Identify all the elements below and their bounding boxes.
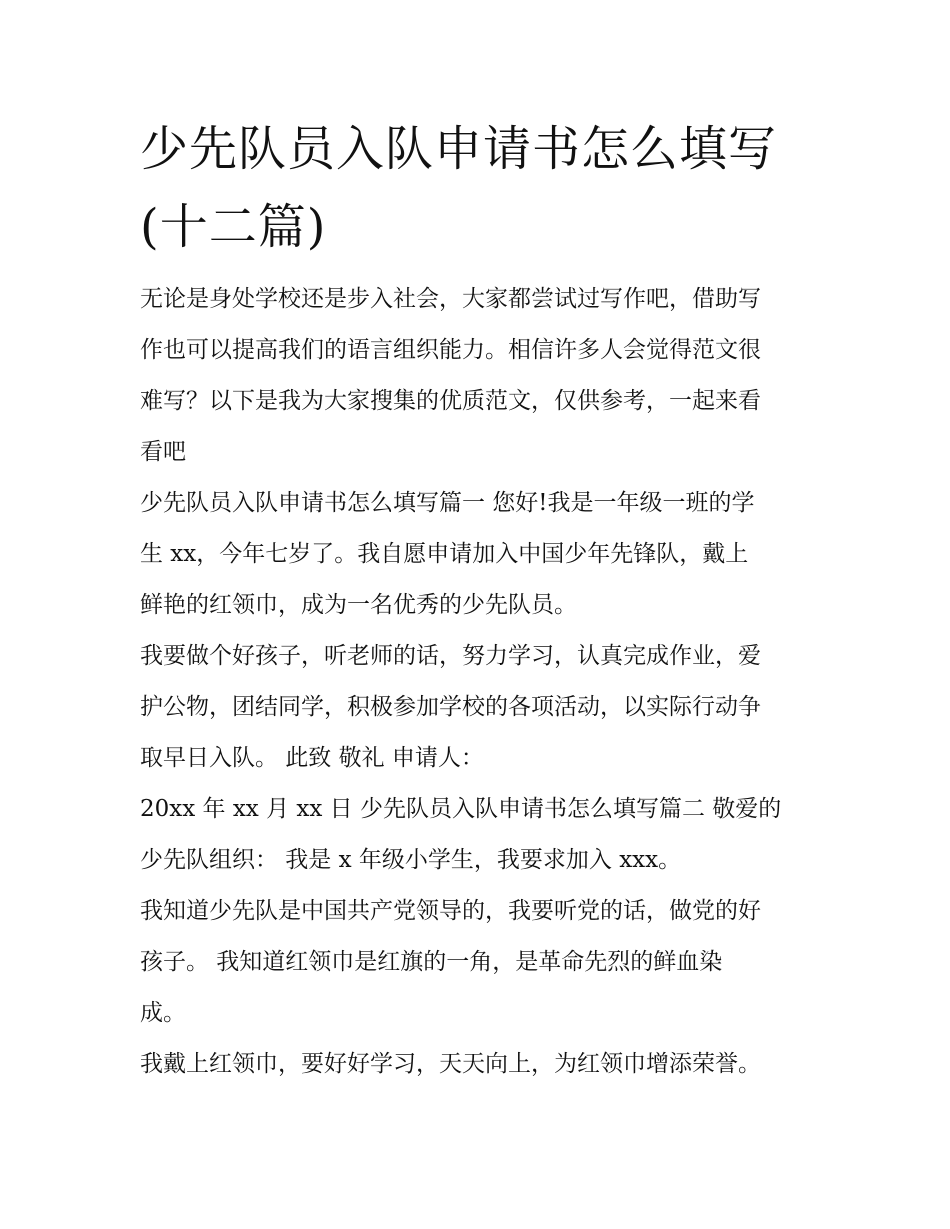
body-line-10: 取早日入队。 此致 敬礼 申请人： — [140, 745, 484, 771]
body-line-4: 看吧 — [140, 439, 186, 465]
document-page — [140, 110, 820, 1090]
body-line-12: 少先队组织： 我是 x 年级小学生，我要求加入 xxx。 — [140, 847, 682, 873]
body-line-5: 少先队员入队申请书怎么填写篇一 您好!我是一年级一班的学 — [140, 490, 755, 516]
title-line-1: 少先队员入队申请书怎么填写 — [140, 121, 778, 177]
body-line-1: 无论是身处学校还是步入社会，大家都尝试过写作吧，借助写 — [140, 286, 761, 312]
document-body — [140, 274, 820, 1090]
body-line-2: 作也可以提高我们的语言组织能力。相信许多人会觉得范文很 — [140, 337, 761, 363]
body-line-3: 难写？以下是我为大家搜集的优质范文，仅供参考，一起来看 — [140, 388, 761, 414]
body-line-15: 成。 — [140, 1000, 186, 1026]
body-line-13: 我知道少先队是中国共产党领导的，我要听党的话，做党的好 — [140, 898, 761, 924]
body-line-8: 我要做个好孩子，听老师的话，努力学习，认真完成作业，爱 — [140, 643, 761, 669]
body-line-16: 我戴上红领巾，要好好学习，天天向上，为红领巾增添荣誉。 — [140, 1051, 761, 1077]
body-line-14: 孩子。 我知道红领巾是红旗的一角，是革命先烈的鲜血染 — [140, 949, 723, 975]
body-line-9: 护公物，团结同学，积极参加学校的各项活动，以实际行动争 — [140, 694, 761, 720]
body-line-7: 鲜艳的红领巾，成为一名优秀的少先队员。 — [140, 592, 577, 618]
body-line-6: 生 xx，今年七岁了。我自愿申请加入中国少年先锋队，戴上 — [140, 541, 749, 567]
title-line-2: (十二篇) — [140, 199, 327, 255]
body-line-11: 20xx 年 xx 月 xx 日 少先队员入队申请书怎么填写篇二 敬爱的 — [140, 796, 782, 822]
document-title — [140, 110, 820, 266]
